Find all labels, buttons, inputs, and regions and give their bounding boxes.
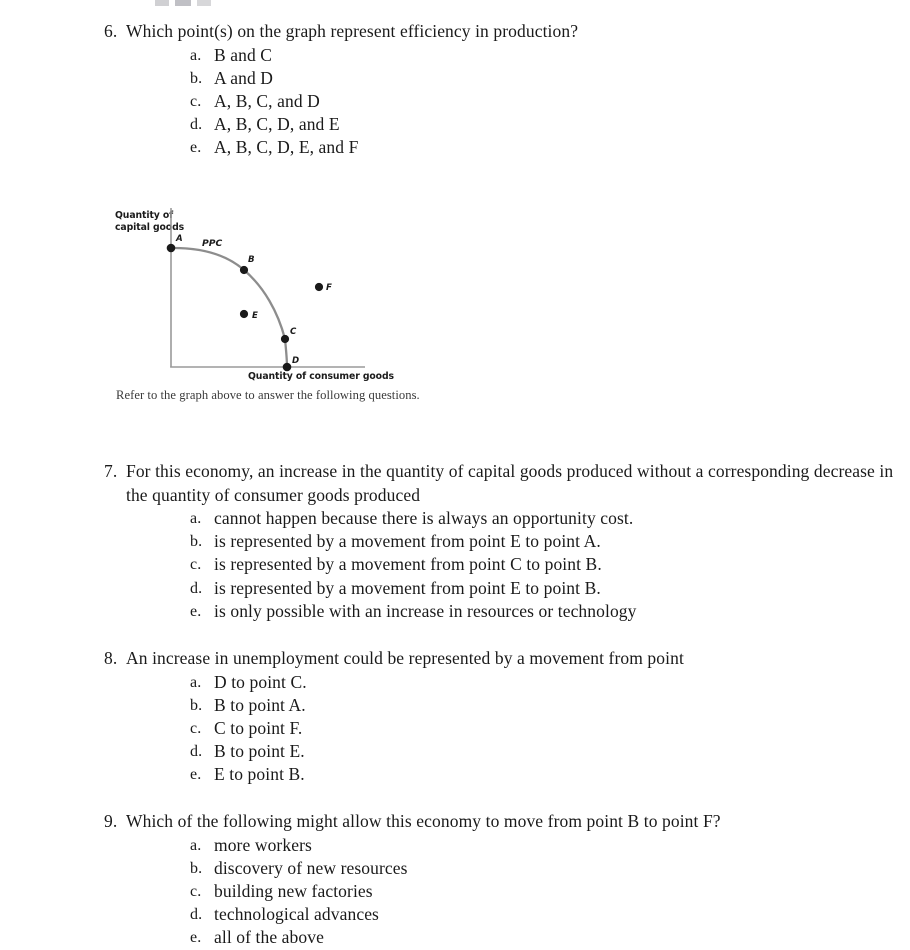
option-text: more workers — [214, 834, 312, 855]
option-text: all of the above — [214, 927, 324, 948]
ppc-curve — [171, 248, 287, 367]
question-7 — [0, 460, 910, 623]
question-6-options — [0, 44, 910, 160]
question-7-options — [0, 507, 910, 623]
ppc-graph — [0, 200, 420, 400]
question-6-option-d[interactable] — [0, 113, 910, 136]
point-d-marker — [283, 363, 292, 372]
question-8-option-d[interactable] — [0, 740, 910, 763]
question-6-stem: Which point(s) on the graph represent efficiency in production? — [126, 21, 579, 41]
question-9 — [0, 810, 910, 950]
option-letter: a. — [190, 46, 202, 64]
question-8 — [0, 647, 910, 787]
option-text: is only possible with an increase in resources or technology — [214, 600, 637, 621]
point-d-label: D — [292, 356, 300, 366]
option-letter: b. — [190, 533, 203, 551]
question-7-option-c[interactable] — [0, 553, 910, 576]
question-8-options — [0, 671, 910, 787]
question-8-header — [0, 647, 910, 671]
ppc-curve-label: PPC — [202, 238, 223, 249]
question-9-option-b[interactable] — [0, 857, 910, 880]
question-9-options — [0, 834, 910, 950]
question-7-header — [0, 460, 910, 507]
question-9-option-d[interactable] — [0, 903, 910, 926]
point-f-marker — [315, 283, 323, 291]
option-letter: b. — [190, 69, 203, 87]
point-e-label: E — [252, 311, 258, 321]
point-c-label: C — [290, 327, 297, 337]
option-letter: e. — [190, 929, 202, 947]
option-text: discovery of new resources — [214, 857, 408, 878]
question-7-option-b[interactable] — [0, 530, 910, 553]
question-6-option-b[interactable] — [0, 67, 910, 90]
option-letter: c. — [190, 92, 202, 110]
question-7-option-d[interactable] — [0, 577, 910, 600]
option-text: A, B, C, D, and E — [214, 114, 340, 135]
question-7-number: 7. — [104, 461, 118, 481]
option-text: E to point B. — [214, 764, 305, 785]
option-text: B and C — [214, 44, 273, 65]
question-9-number: 9. — [104, 811, 118, 831]
option-letter: d. — [190, 906, 203, 924]
question-8-option-a[interactable] — [0, 671, 910, 694]
option-letter: a. — [190, 836, 202, 854]
y-axis-label-line2: capital goods — [115, 221, 185, 233]
question-8-option-c[interactable] — [0, 717, 910, 740]
option-letter: a. — [190, 510, 202, 527]
question-6-number: 6. — [104, 21, 118, 41]
option-text: A and D — [214, 67, 274, 88]
option-letter: e. — [190, 766, 202, 784]
question-8-number: 8. — [104, 648, 118, 668]
question-6 — [0, 20, 910, 160]
option-text: is represented by a movement from point E to point A. — [214, 531, 601, 552]
option-letter: d. — [190, 116, 203, 134]
question-6-option-a[interactable] — [0, 44, 910, 67]
question-9-option-a[interactable] — [0, 834, 910, 857]
option-letter: b. — [190, 696, 203, 714]
option-letter: e. — [190, 602, 202, 620]
option-text: C to point F. — [214, 717, 303, 738]
ppc-figure — [0, 200, 420, 415]
question-9-header — [0, 810, 910, 834]
y-axis-label-line1: Quantity of — [115, 210, 174, 221]
question-8-option-e[interactable] — [0, 763, 910, 786]
option-letter: a. — [190, 673, 202, 691]
option-letter: d. — [190, 743, 203, 761]
question-9-option-e[interactable] — [0, 926, 910, 949]
figure-caption: Refer to the graph above to answer the following questions. — [116, 388, 420, 402]
option-text: is represented by a movement from point C to point B. — [214, 554, 602, 575]
question-6-header — [0, 20, 910, 44]
option-letter: c. — [190, 556, 202, 574]
option-text: B to point E. — [214, 741, 305, 762]
option-text: technological advances — [214, 904, 379, 925]
point-b-marker — [240, 266, 248, 274]
question-6-option-e[interactable] — [0, 136, 910, 159]
option-text: A, B, C, and D — [214, 90, 320, 111]
option-letter: d. — [190, 579, 203, 597]
option-text: building new factories — [214, 880, 373, 901]
question-9-stem: Which of the following might allow this economy to move from point B to point F? — [126, 811, 721, 831]
option-text: B to point A. — [214, 694, 306, 715]
option-letter: c. — [190, 882, 202, 900]
question-8-stem: An increase in unemployment could be represented by a movement from point — [126, 648, 684, 668]
option-text: D to point C. — [214, 671, 307, 692]
option-letter: e. — [190, 139, 202, 157]
question-6-option-c[interactable] — [0, 90, 910, 113]
option-letter: b. — [190, 859, 203, 877]
point-a-label: A — [176, 234, 183, 244]
option-text: A, B, C, D, E, and F — [214, 137, 359, 158]
question-7-stem: For this economy, an increase in the quantity of capital goods produced without a corresponding decrease in the quantity of consumer goods produced — [126, 461, 894, 505]
point-b-label: B — [248, 255, 255, 265]
option-text: cannot happen because there is always an opportunity cost. — [214, 508, 634, 528]
question-7-option-e[interactable] — [0, 600, 910, 623]
point-f-label: F — [326, 283, 332, 293]
question-9-option-c[interactable] — [0, 880, 910, 903]
x-axis-label: Quantity of consumer goods — [248, 371, 394, 382]
question-8-option-b[interactable] — [0, 694, 910, 717]
point-a-marker — [167, 244, 176, 253]
point-c-marker — [281, 335, 289, 343]
option-text: is represented by a movement from point E to point B. — [214, 577, 601, 598]
option-letter: c. — [190, 719, 202, 737]
question-7-option-a[interactable] — [0, 507, 910, 530]
clipped-text-artifact — [155, 0, 211, 6]
point-e-marker — [240, 310, 248, 318]
